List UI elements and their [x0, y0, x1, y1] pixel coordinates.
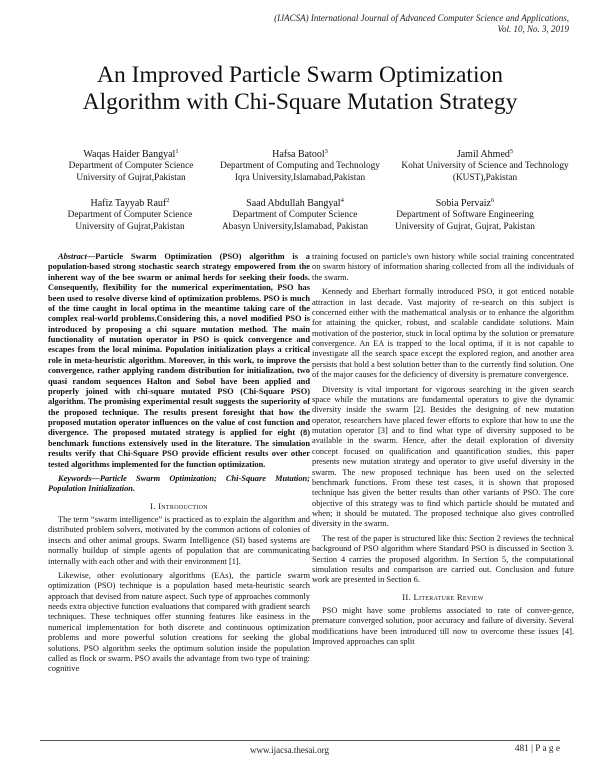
paragraph: Kennedy and Eberhart formally introduced PSO, it got enticed notable attraction in last decade. Vast majority of re-search on this subject is concerned either with the mathematical analysis or to enhance the algorithm for attaining the quicker, robust, and scalable candidate solutions. Main motivation of the posterior, stuck in local optima by the solution or premature convergence. An EA is trapped to the local optima, if it is not capable to investigate all the search space except the explored region, and another area persists that hold a best solution better than to the currently find solution. One of the major causes for the deficiency of diversity is premature convergence.: [312, 287, 574, 380]
section-title: Literature Review: [413, 591, 484, 602]
title-line-2: Algorithm with Chi-Square Mutation Strategy: [82, 89, 518, 115]
footer-page-number: 481 | P a g e: [514, 744, 560, 754]
author-block: [200, 149, 400, 184]
author-block: [390, 149, 580, 184]
section-number: II.: [402, 591, 412, 602]
author-sup: 2: [166, 196, 170, 204]
author-name: Jamil Ahmed: [456, 149, 510, 160]
abstract-text: —Particle Swarm Optimization (PSO) algorithm is a population-based strong stochastic search strategy empowered from the inherent way of the bee swarm or animal herds for seeking their foods. Consequently, flexibility for the numerical experimentation, PSO has been used to resolve diverse kind of optimization problems. PSO is much of the time caught in local optima in the meantime taking care of the complex real-world problems.Considering this, a novel modified PSO is introduced by proposing a chi square mutation method. The main functionality of mutation operator in PSO is quick convergence and escapes from the local minima. Population initialization plays a critical role in meta-heuristic algorithm. Moreover, in this work, to improve the convergence, rather applying random distribution for initialization, two quasi random sequences Halton and Sobol have been applied and properly joined with chi-square mutated PSO (Chi-Square PSO) algorithm. The promising experimental result suggests the superiority of the proposed technique. The results present foresight that how the proposed mutation operator influences on the value of cost function and divergence. The proposed mutated strategy is applied for eight (8) benchmark functions extensively used in the literature. The simulation results verify that Chi-Square PSO provide efficient results over other tested algorithms implemented for the function optimization.: [48, 252, 310, 469]
paragraph: Likewise, other evolutionary algorithms (EAs), the particle swarm optimization (PSO) technique is a population based meta-heuristic search approach that devised from nature aspect. Such type of approaches commonly needs extra objective function evaluations that compared with gradient search techniques. These techniques offer stunning features like easiness in the numerical implementation for both discrete and continuous optimization problems and more powerful solution creations for seeking the global solutions. PSO algorithm seeks the optimum solution inside the population called as flock or swarm. PSO avails the advantage from two type of training: cognitive: [48, 570, 310, 674]
author-name: Waqas Haider Bangyal: [83, 149, 176, 160]
abstract-lead: Abstract: [58, 252, 87, 261]
author-name: Saad Abdullah Bangyal: [246, 198, 341, 209]
author-block: [40, 198, 220, 233]
paragraph: training focused on particle's own history while social training concentrated on swarm history of information sharing collected from all the individuals of the swarm.: [312, 252, 574, 282]
author-block: [40, 149, 222, 184]
author-block: [375, 198, 555, 233]
journal-volume: Vol. 10, No. 3, 2019: [497, 24, 569, 34]
author-name: Sobia Pervaiz: [435, 198, 491, 209]
journal-header: [149, 13, 569, 35]
left-column: [48, 252, 310, 679]
journal-name: (IJACSA) International Journal of Advanced Computer Science and Applications,: [274, 13, 569, 23]
author-org: (KUST),Pakistan: [452, 172, 518, 183]
keywords: [48, 474, 310, 495]
author-sup: 5: [509, 147, 514, 155]
abstract: [48, 252, 310, 470]
author-sup: 3: [324, 147, 328, 155]
section-number: I.: [150, 500, 156, 511]
author-org: University of Gujrat,Pakistan: [76, 172, 186, 183]
paragraph: The rest of the paper is structured like this: Section 2 reviews the technical background of PSO algorithm where Standard PSO is discussed in Section 3. Section 4 carries the proposed algorithm. In Section 5, the computational simulation results and comparison are carried out. Conclusion and future work are presented in Section 6.: [312, 533, 574, 585]
paragraph: Diversity is vital important for vigorous searching in the given search space while the mutations are fundamental operators to give the dynamic diversity inside the swarm [2]. Besides the designing of new mutation operator, researchers have placed fewer efforts to explore that how to use the mutation operator [3] and to find what type of diversity supposed to be available in the swarm. Hence, after the detail exploration of diversity concept focused on qualification and quantification studies, this paper presents new mutation strategy and operator to give useful diversity in the swarm. The new proposed technique has been used on the selected benchmark functions. From these test cases, it is shown that proposed technique has given the better results than other variants of PSO. The core objective of this strategy was to find which particle should be mutated and when; it should be mutated. The proposed technique also gives controlled diversity in the swarm.: [312, 384, 574, 529]
author-name: Hafiz Tayyab Rauf: [90, 198, 167, 209]
footer-website: www.ijacsa.thesai.org: [250, 745, 329, 755]
paragraph: PSO might have some problems associated to rate of conver-gence, premature converged solution, poor accuracy and failure of diversity. Several modifications have been introduced till now to overcome these issues [4]. Improved approaches can split: [312, 606, 574, 647]
paper-title: [40, 62, 560, 116]
author-block: [205, 198, 385, 233]
keywords-lead: Keywords: [58, 473, 92, 483]
footer-rule: [40, 740, 560, 741]
author-dept: Department of Computer Science: [68, 161, 194, 172]
section-heading-literature-review: [312, 592, 574, 602]
author-org: University of Gujrat,Pakistan: [75, 221, 185, 232]
author-dept: Department of Software Engineering: [396, 210, 534, 221]
author-name: Hafsa Batool: [272, 149, 325, 160]
author-sup: 4: [340, 196, 344, 204]
author-sup: 1: [175, 147, 179, 155]
author-dept: Department of Computer Science: [67, 210, 193, 221]
right-column: [312, 252, 574, 652]
keywords-text: —Particle Swarm Optimization; Chi-Square Mutation; Population Initialization.: [48, 473, 310, 494]
author-dept: Department of Computer Science: [232, 210, 358, 221]
title-line-1: An Improved Particle Swarm Optimization: [97, 62, 503, 88]
author-dept: Department of Computing and Technology: [220, 161, 380, 172]
author-org: Abasyn University,Islamabad, Pakistan: [221, 221, 369, 232]
section-heading-introduction: [48, 501, 310, 511]
author-dept: Kohat University of Science and Technology: [401, 161, 569, 172]
paragraph: The term “swarm intelligence” is practiced as to explain the algorithm and distributed problem solvers, motivated by the common actions of colonies of insects and other animal groups. Swarm Intelligence (SI) based systems are normally buildup of simple agents of population that are communicating internally with each other and with their environment [1].: [48, 515, 310, 566]
author-sup: 6: [491, 196, 495, 204]
author-org: University of Gujrat, Gujrat, Pakistan: [395, 221, 535, 232]
section-title: Introduction: [158, 500, 208, 511]
author-org: Iqra University,Islamabad,Pakistan: [234, 172, 366, 183]
